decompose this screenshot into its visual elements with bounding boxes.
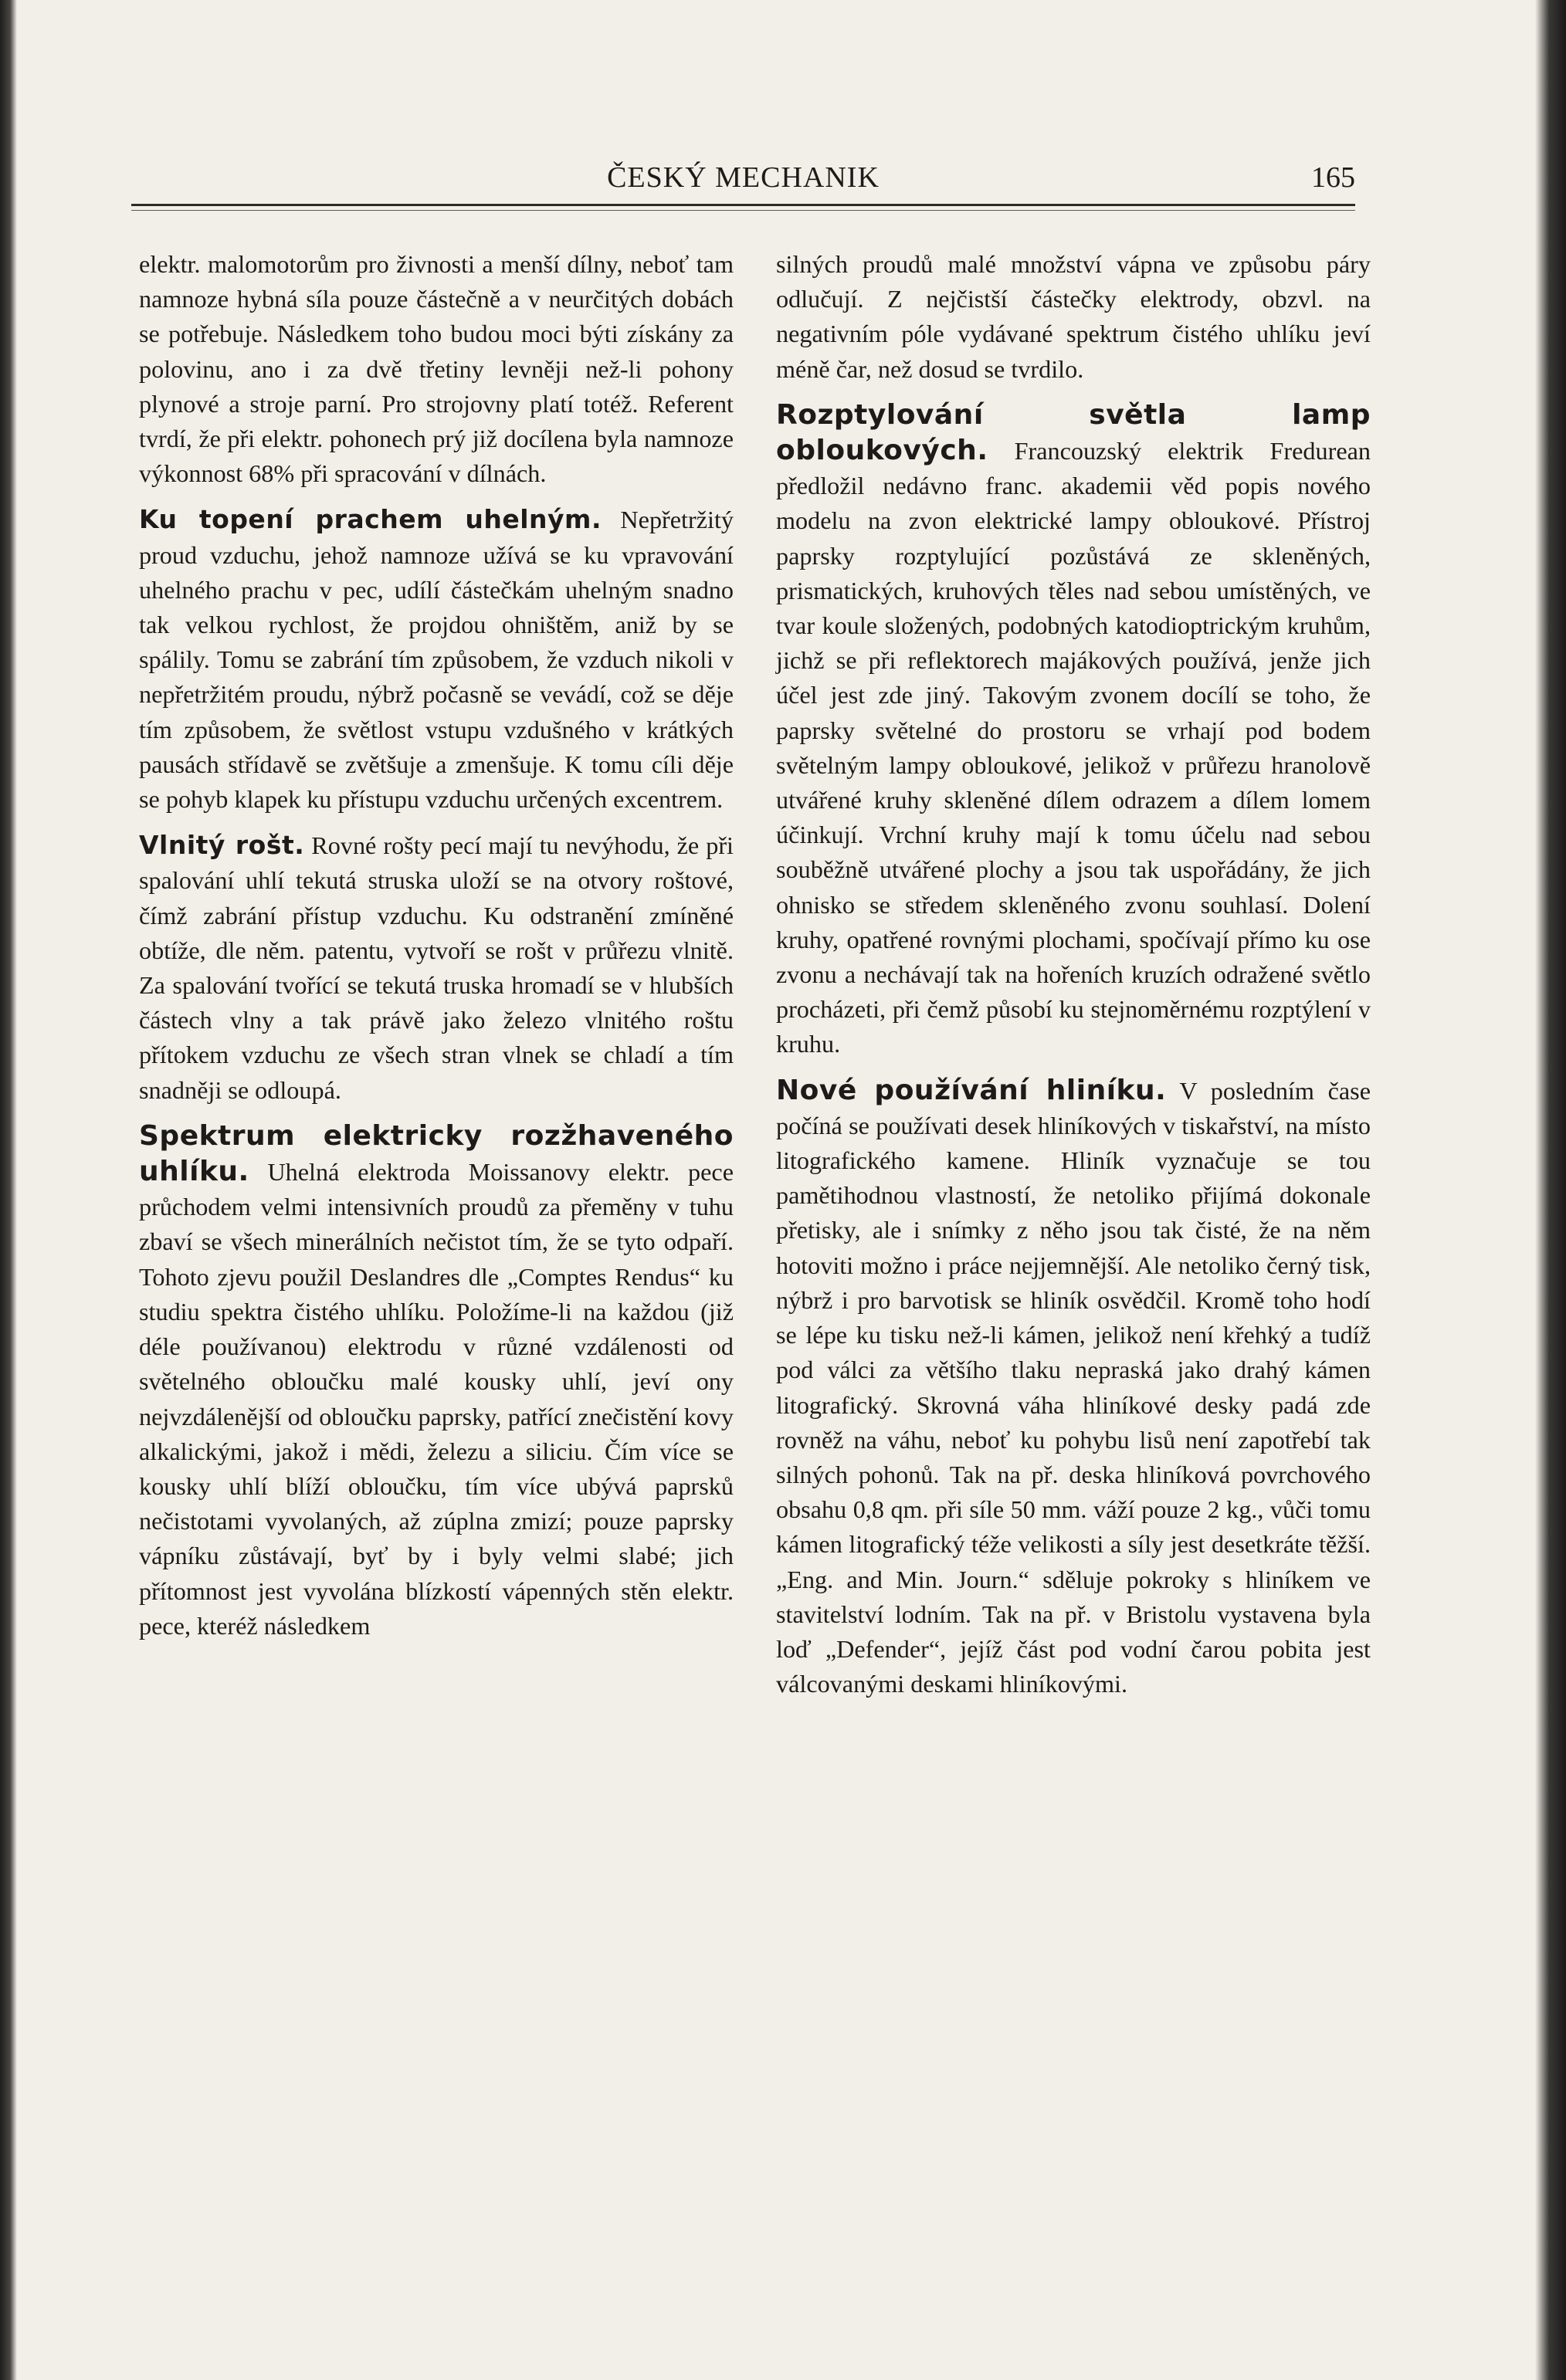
- section-arc-lamp-light: [776, 398, 1371, 1062]
- page-header: [131, 154, 1355, 204]
- section-heading: Ku topení prachem uhelným.: [139, 504, 602, 535]
- section-text: Nepřetržitý proud vzduchu, jehož namnoze užívá se ku vpravování uhelného prachu v pec, udílí částečkám uhelným snadno tak velkou rychlost, že projdou ohništěm, aniž by se spálily. Tomu se zabrání tím způsobem, že vzduch nikoli v nepřetržitém proudu, nýbrž počasně se vevádí, což se děje tím způsobem, že světlost vstupu vzdušného v krátkých pausách střídavě se zvětšuje a zmenšuje. K tomu cíli děje se pohyb klapek ku přístupu vzduchu určených excentrem.: [139, 506, 734, 814]
- section-heading: Spektrum elektricky rozžhaveného uhlíku.: [139, 1119, 734, 1188]
- section-text: Rovné rošty pecí mají tu nevýhodu, že při spalování uhlí tekutá struska uloží se na otvory roštové, čímž zabrání přístup vzduchu. Ku odstranění zmíněné obtíže, dle něm. patentu, vytvoří se rošt v průřezu vlnitě. Za spalování tvořící se tekutá truska hromadí se v hlubších částech vlny a tak právě jako železo vlnitého roštu přítokem vzduchu ze všech stran vlnek se chladí a tím snadněji se odloupá.: [139, 831, 734, 1104]
- section-text: Uhelná elektroda Moissanovy elektr. pece průchodem velmi intensivních proudů za přeměny v tuhu zbaví se všech minerálních nečistot tím, že se tyto odpaří. Tohoto zjevu použil Deslandres dle „Comptes Rendus“ ku studiu spektra čistého uhlíku. Položíme-li na každou (již déle používanou) elektrodu v různé vzdálenosti od světelného obloučku malé kousky uhlí, jeví ony nejvzdálenější od obloučku paprsky, patřící znečistění kovy alkalickými, jakož i mědi, železu a siliciu. Čím více se kousky uhlí blíží obloučku, tím více ubývá paprsků nečistotami vyvolaných, až zúplna zmizí; pouze paprsky vápníku zůstávají, byť by i byly velmi slabé; jich přítomnost jest vyvolána blízkostí vápenných stěn elektr. pece, kteréž následkem: [139, 1158, 734, 1640]
- section-corrugated-grate: [139, 828, 734, 1108]
- paragraph-continuation: silných proudů malé množství vápna ve způsobu páry odlučují. Z nejčistší částečky elektrody, obzvl. na negativním póle vydávané spektrum čistého uhlíku jeví méně čar, než dosud se tvrdilo.: [776, 250, 1371, 383]
- right-column: [776, 247, 1371, 1701]
- page-number: 165: [1311, 161, 1355, 194]
- scan-edge-left: [0, 0, 17, 2380]
- section-aluminium-use: [776, 1073, 1371, 1702]
- section-text: V posledním čase počíná se používati desek hliníkových v tiskařství, na místo litografického kamene. Hliník vyznačuje se tou pamětihodnou vlastností, že netoliko přijímá dokonale přetisky, ale i snímky z něho jsou tak čisté, že na něm hotoviti možno i práce nejjemnější. Ale netoliko černý tisk, nýbrž i pro barvotisk se hliník osvědčil. Kromě toho hodí se lépe ku tisku než-li kámen, jelikož není křehký a tudíž pod válci za většího tlaku nepraská jako drahý kámen litografický. Skrovná váha hliníkové desky padá zde rovněž na váhu, neboť ku pohybu lisů není zapotřebí tak silných pohonů. Tak na př. deska hliníková povrchového obsahu 0,8 qm. při síle 50 mm. váží pouze 2 kg., vůči tomu kámen litografický téže velikosti a síly jest desetkráte těžší. „Eng. and Min. Journ.“ sděluje pokroky s hliníkem ve stavitelství lodním. Tak na př. v Bristolu vystavena byla loď „Defender“, jejíž část pod vodní čarou pobita jest válcovanými deskami hliníkovými.: [776, 1076, 1371, 1698]
- section-heading: Rozptylování světla lamp obloukových.: [776, 398, 1371, 467]
- left-column: [139, 247, 734, 1644]
- section-text: Francouzský elektrik Fredurean předložil nedávno franc. akademii věd popis nového modelu na zvon elektrické lampy obloukové. Přístroj paprsky rozptylující pozůstává ze skleněných, prismatických, kruhových těles nad sebou umístěných, ve tvar koule složených, podobných katodioptrickým kruhům, jichž se při reflektorech majákových používá, jenže jich účel jest zde jiný. Takovým zvonem docílí se toho, že paprsky světelné do prostoru se vrhají pod bodem světelným lampy obloukové, jelikož v průřezu hranolově utvářené kruhy skleněné dílem odrazem a dílem lomem účinkují. Vrchní kruhy mají k tomu účelu nad sebou souběžně utvářené plochy a jsou tak uspořádány, že jich ohnisko se středem skleněného zvonu souhlasí. Dolení kruhy, opatřené rovnými plochami, spočívají přímo ku ose zvonu a nechávají tak na hořeních kruzích odražené světlo procházeti, při čemž působí ku stejnoměrnému rozptýlení v kruhu.: [776, 437, 1371, 1058]
- scan-edge-right: [1535, 0, 1566, 2380]
- section-heading: Vlnitý rošt.: [139, 830, 305, 861]
- running-title: ČESKÝ MECHANIK: [607, 161, 880, 194]
- section-coal-dust-heating: [139, 502, 734, 817]
- header-rule-thin: [131, 210, 1355, 211]
- paragraph-electric-motors: elektr. malomotorům pro živnosti a menší dílny, neboť tam namnoze hybná síla pouze částečně a v neurčitých dobách se potřebuje. Následkem toho budou moci býti získány za polovinu, ano i za dvě třetiny levněji než-li pohony plynové a stroje parní. Pro strojovny platí totéž. Referent tvrdí, že při elektr. pohonech prý již docílena byla namnoze výkonnost 68% při spracování v dílnách.: [139, 250, 734, 488]
- section-heading: Nové používání hliníku.: [776, 1074, 1167, 1106]
- header-rule: [131, 204, 1355, 206]
- section-carbon-spectrum: [139, 1119, 734, 1644]
